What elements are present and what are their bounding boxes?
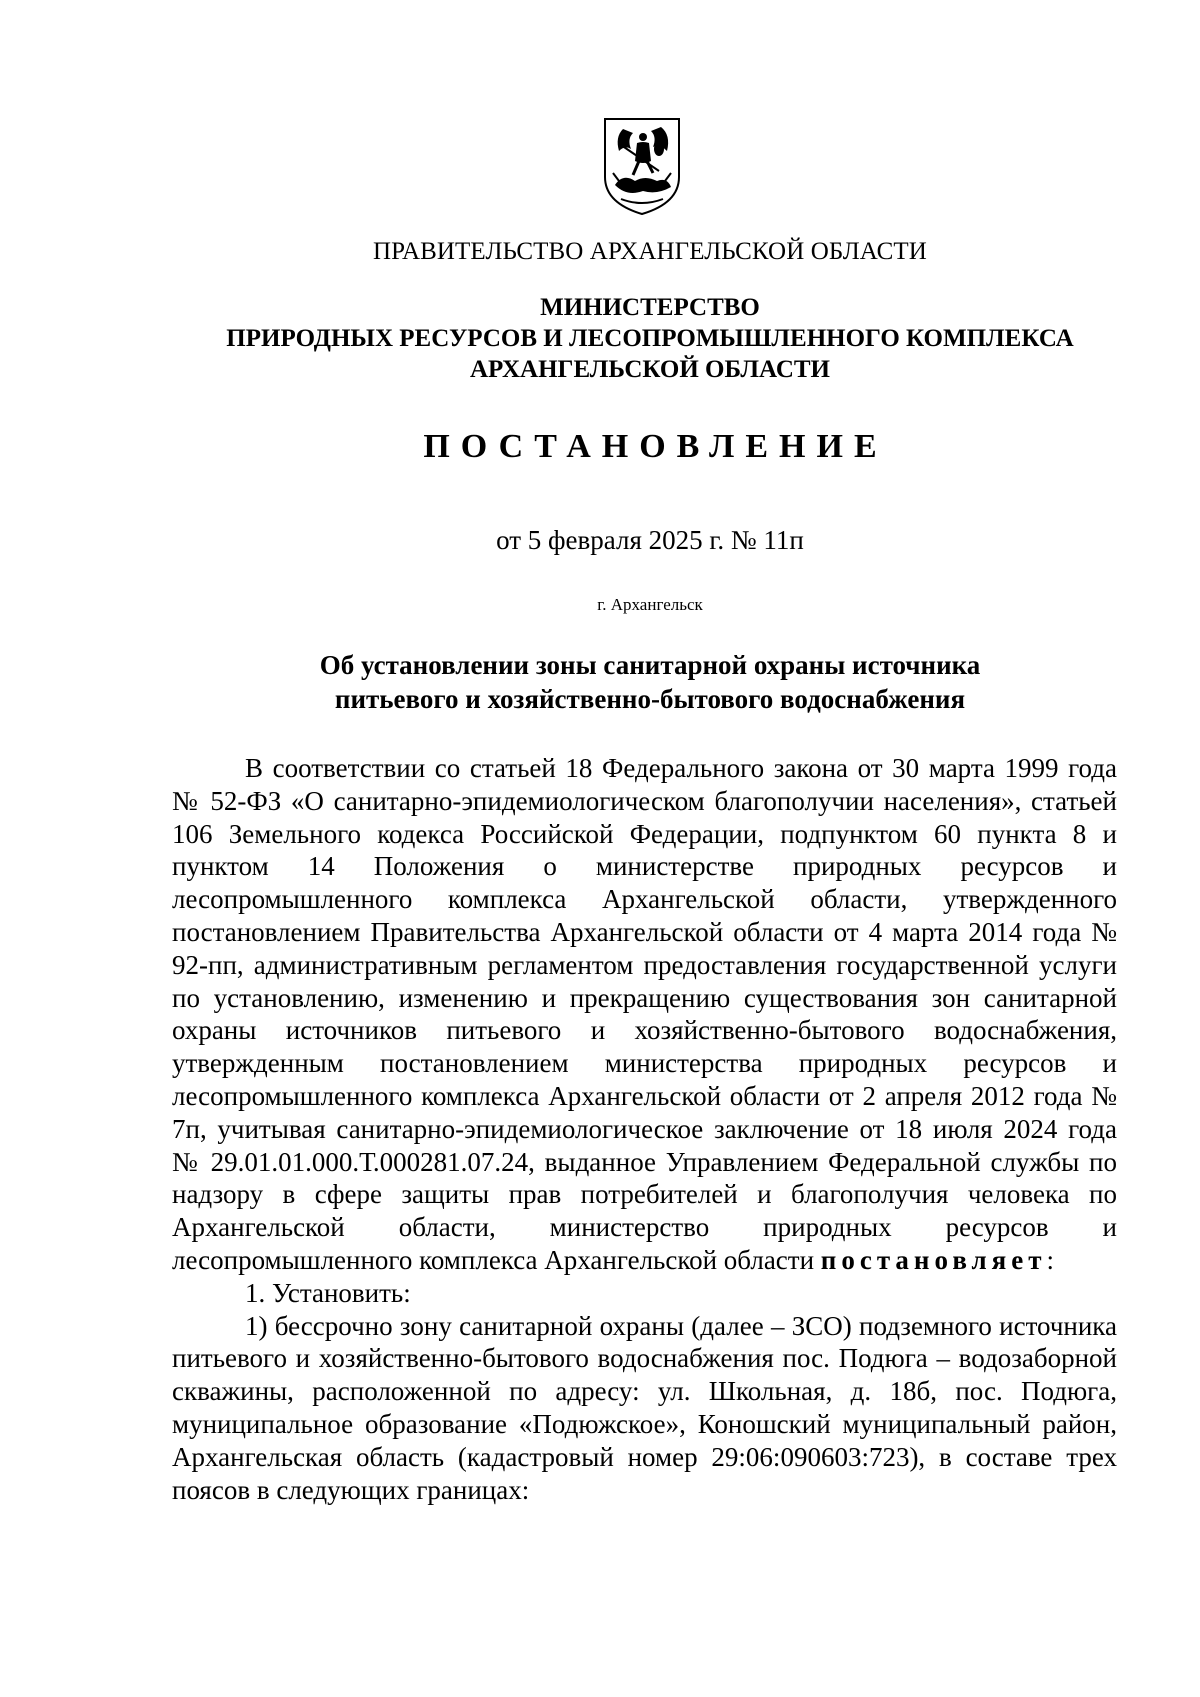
document-date-number: от 5 февраля 2025 г. № 11п [496, 525, 804, 555]
item-1-paragraph: 1. Установить: [245, 1277, 411, 1308]
ministry-line: АРХАНГЕЛЬСКОЙ ОБЛАСТИ [470, 356, 830, 383]
decree-colon: : [1046, 1244, 1055, 1275]
government-name: ПРАВИТЕЛЬСТВО АРХАНГЕЛЬСКОЙ ОБЛАСТИ [373, 238, 927, 265]
document-title [0, 648, 1200, 716]
title-line: Об установлении зоны санитарной охраны источника [319, 650, 981, 680]
document-body [172, 752, 1117, 1506]
ministry-name [0, 292, 1200, 385]
ministry-line: ПРИРОДНЫХ РЕСУРСОВ И ЛЕСОПРОМЫШЛЕННОГО КОМПЛЕКСА [226, 325, 1074, 352]
title-line: питьевого и хозяйственно-бытового водоснабжения [334, 684, 966, 714]
preamble-paragraph [172, 752, 1117, 1277]
coat-of-arms-icon [601, 115, 683, 217]
document-city: г. Архангельск [597, 595, 703, 614]
item-1-1-paragraph: 1) бессрочно зону санитарной охраны (далее – ЗСО) подземного источника питьевого и хозяйственно-бытового водоснабжения пос. Подюга – водозаборной скважины, расположенной по адресу: ул. Школьная, д. 18б, пос. Подюга, муниципальное образование «Подюжское», Коношский муниципальный район, Архангельская область (кадастровый номер 29:06:090603:723), в составе трех поясов в следующих границах: [172, 1310, 1117, 1505]
ministry-line: МИНИСТЕРСТВО [540, 294, 760, 321]
document-type: ПОСТАНОВЛЕНИЕ [423, 428, 888, 465]
preamble-text: В соответствии со статьей 18 Федерального закона от 30 марта 1999 года № 52-ФЗ «О санитарно-эпидемиологическом благополучии населения», статьей 106 Земельного кодекса Российской Федерации, подпунктом 60 пункта 8 и пунктом 14 Положения о министерстве природных ресурсов и лесопромышленного комплекса Архангельской области, утвержденного постановлением Правительства Архангельской области от 4 марта 2014 года № 92-пп, административным регламентом предоставления государственной услуги по установлению, изменению и прекращению существования зон санитарной охраны источников питьевого и хозяйственно-бытового водоснабжения, утвержденным постановлением министерства природных ресурсов и лесопромышленного комплекса Архангельской области от 2 апреля 2012 года № 7п, учитывая санитарно-эпидемиологическое заключение от 18 июля 2024 года № 29.01.01.000.Т.000281.07.24, выданное Управлением Федеральной службы по надзору в сфере защиты прав потребителей и благополучия человека по Архангельской области, министерство природных ресурсов и лесопромышленного комплекса Архангельской области [172, 753, 1117, 1275]
decree-word: постановляет [820, 1244, 1047, 1275]
